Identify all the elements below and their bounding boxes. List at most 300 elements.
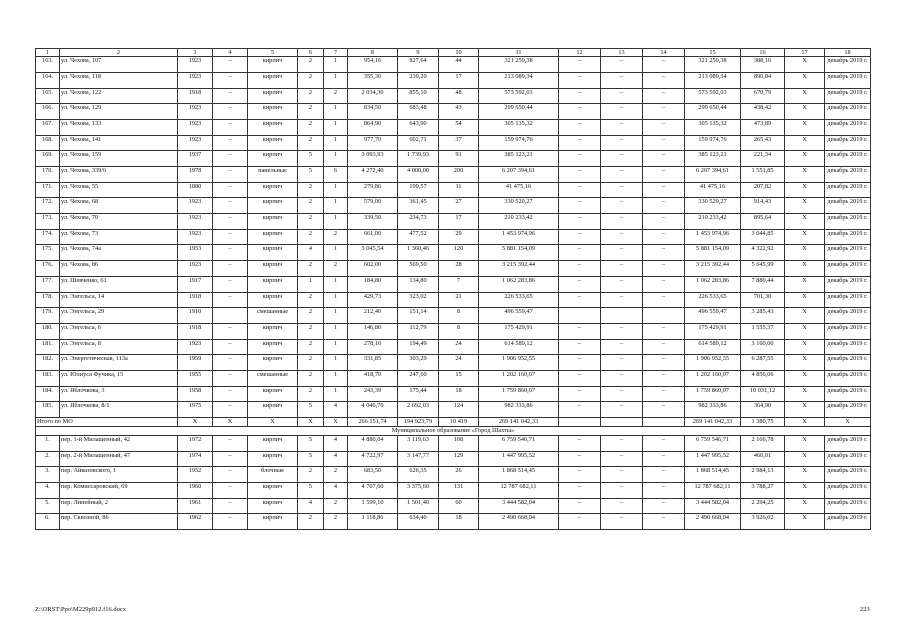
table-cell: 29 (439, 229, 479, 245)
table-cell: – (601, 436, 643, 452)
table-cell: Х (785, 104, 825, 120)
table-cell: 361,45 (398, 198, 439, 214)
table-cell: 3 147,77 (398, 451, 439, 467)
table-cell: – (601, 214, 643, 230)
table-cell: пер. Комиссаровский, 69 (60, 483, 178, 499)
table-cell: 265,43 (741, 135, 785, 151)
table-cell: 2 (298, 370, 324, 386)
table-cell: панельные (248, 167, 298, 183)
table-cell: – (601, 451, 643, 467)
table-cell: 1 (324, 276, 348, 292)
table-cell: – (643, 151, 685, 167)
table-cell: ул. Чехова, 86 (60, 261, 178, 277)
table-cell: 48 (439, 88, 479, 104)
table-cell: 2 692,03 (398, 402, 439, 418)
table-cell: – (559, 198, 601, 214)
table-cell: декабрь 2019 г. (825, 498, 871, 514)
table-cell: 982 333,86 (479, 402, 559, 418)
table-cell: ул. Чехова, 68 (60, 198, 178, 214)
table-cell: – (213, 323, 248, 339)
table-cell: – (643, 119, 685, 135)
table-cell: декабрь 2019 г. (825, 402, 871, 418)
table-cell: декабрь 2019 г. (825, 308, 871, 324)
table-cell: 643,90 (398, 119, 439, 135)
table-cell: – (559, 276, 601, 292)
table-cell: Х (785, 370, 825, 386)
table-cell: декабрь 2019 г. (825, 467, 871, 483)
table-cell: 1 (324, 182, 348, 198)
table-cell: кирпич (248, 402, 298, 418)
table-cell: 174. (36, 229, 60, 245)
table-cell: – (559, 151, 601, 167)
table-cell: 323,02 (398, 292, 439, 308)
table-cell: – (559, 355, 601, 371)
table-cell: 1 (324, 198, 348, 214)
table-cell: ул. Энергетическая, 113а (60, 355, 178, 371)
table-cell: 2 034,30 (348, 88, 398, 104)
table-cell: – (601, 182, 643, 198)
table-row (36, 182, 871, 198)
table-cell: – (601, 498, 643, 514)
table-cell: – (559, 386, 601, 402)
table-cell: кирпич (248, 276, 298, 292)
table-row (36, 292, 871, 308)
table-cell: 1 (298, 276, 324, 292)
table-cell: – (643, 167, 685, 183)
table-row (36, 370, 871, 386)
table-cell: кирпич (248, 261, 298, 277)
table-cell: 1 062 283,86 (685, 276, 741, 292)
table-cell: Х (785, 88, 825, 104)
table-cell: пер. Айвазовского, 1 (60, 467, 178, 483)
table-cell: 8 (439, 323, 479, 339)
table-row (36, 151, 871, 167)
table-cell: 6 207 394,61 (479, 167, 559, 183)
table-cell: 278,10 (348, 339, 398, 355)
table-cell: 1 (324, 72, 348, 88)
table-cell: – (601, 245, 643, 261)
table-cell: 1 906 952,55 (685, 355, 741, 371)
table-cell: 4 880,04 (348, 436, 398, 452)
table-cell: 175 429,91 (479, 323, 559, 339)
table-cell: – (559, 436, 601, 452)
table-cell: – (559, 323, 601, 339)
table-cell: декабрь 2019 г. (825, 261, 871, 277)
column-number-cell: 5 (248, 49, 298, 57)
table-cell: 44 (439, 57, 479, 73)
column-number-cell: 3 (178, 49, 213, 57)
table-cell: 1918 (178, 323, 213, 339)
table-cell: 3 093,93 (348, 151, 398, 167)
table-cell: 2 (298, 339, 324, 355)
table-cell: – (643, 198, 685, 214)
table-cell: – (643, 57, 685, 73)
table-cell: 6 759 546,71 (479, 436, 559, 452)
table-cell: 5 (298, 483, 324, 499)
table-cell: – (213, 402, 248, 418)
column-number-cell: 11 (479, 49, 559, 57)
table-cell: 151,14 (398, 308, 439, 324)
table-cell: пер. Сквозной, 86 (60, 514, 178, 530)
table-cell: 1923 (178, 339, 213, 355)
table-cell (559, 308, 601, 324)
page-number: 223 (860, 606, 870, 613)
table-cell: 17 (439, 214, 479, 230)
table-cell: 890,84 (741, 72, 785, 88)
table-cell: 124 (439, 402, 479, 418)
table-cell: 614 589,12 (685, 339, 741, 355)
table-cell: 460,01 (741, 451, 785, 467)
table-cell: – (643, 483, 685, 499)
table-cell: 330 520,27 (685, 198, 741, 214)
table-cell: – (213, 198, 248, 214)
table-cell: – (643, 467, 685, 483)
total-cell: 1 380,75 (741, 418, 785, 427)
table-cell: 210 233,42 (479, 214, 559, 230)
table-cell: 170. (36, 167, 60, 183)
table-row (36, 57, 871, 73)
table-cell: 247,60 (398, 370, 439, 386)
table-cell: 207,82 (741, 182, 785, 198)
table-cell: 5. (36, 498, 60, 514)
table-cell: Х (785, 167, 825, 183)
table-cell: 41 475,16 (479, 182, 559, 198)
table-cell: 167. (36, 119, 60, 135)
table-cell: кирпич (248, 498, 298, 514)
table-cell: декабрь 2019 г. (825, 104, 871, 120)
table-cell: 1923 (178, 57, 213, 73)
table-cell: кирпич (248, 339, 298, 355)
table-cell: 385 123,21 (479, 151, 559, 167)
column-number-cell: 12 (559, 49, 601, 57)
table-cell: – (643, 370, 685, 386)
table-cell: 1 (324, 245, 348, 261)
table-cell: ул. Чехова, 133 (60, 119, 178, 135)
table-cell: 3 788,27 (741, 483, 785, 499)
table-cell: – (559, 119, 601, 135)
table-cell: 3 160,00 (741, 339, 785, 355)
table-cell: 1 360,46 (398, 245, 439, 261)
table-cell: 1918 (178, 292, 213, 308)
table-cell: Х (785, 483, 825, 499)
table-cell: 5 881 154,09 (479, 245, 559, 261)
table-cell: 17 (439, 72, 479, 88)
table-body (36, 49, 871, 530)
table-cell: – (601, 467, 643, 483)
table-cell: – (643, 214, 685, 230)
table-row (36, 167, 871, 183)
table-cell: декабрь 2019 г. (825, 292, 871, 308)
table-cell: кирпич (248, 214, 298, 230)
table-cell: 1 118,86 (348, 514, 398, 530)
table-cell: 1960 (178, 483, 213, 499)
table-row (36, 451, 871, 467)
table-cell: – (643, 229, 685, 245)
table-row (36, 198, 871, 214)
column-number-cell: 6 (298, 49, 324, 57)
table-cell: 5 881 154,09 (685, 245, 741, 261)
table-cell: 2 (298, 57, 324, 73)
column-number-cell: 1 (36, 49, 60, 57)
table-row (36, 323, 871, 339)
table-cell: 2. (36, 451, 60, 467)
table-cell: – (559, 261, 601, 277)
column-number-row (36, 49, 871, 57)
table-cell: 2 (324, 514, 348, 530)
table-cell: – (213, 436, 248, 452)
table-cell: 2 (324, 498, 348, 514)
table-cell: 4 046,70 (348, 402, 398, 418)
table-cell: декабрь 2019 г. (825, 436, 871, 452)
table-cell: 4 707,60 (348, 483, 398, 499)
table-cell: Х (785, 386, 825, 402)
table-cell: Х (785, 151, 825, 167)
table-cell: 1 555,37 (741, 323, 785, 339)
table-cell: – (213, 229, 248, 245)
document-table-container (35, 48, 870, 530)
table-cell: декабрь 2019 г. (825, 57, 871, 73)
table-cell: 1 868 514,45 (685, 467, 741, 483)
table-cell: 108 (439, 436, 479, 452)
column-number-cell: 2 (60, 49, 178, 57)
table-cell: – (213, 276, 248, 292)
table-cell (213, 308, 248, 324)
table-cell: – (213, 514, 248, 530)
table-row (36, 467, 871, 483)
table-cell: 6 759 546,71 (685, 436, 741, 452)
table-cell: 1 501,40 (398, 498, 439, 514)
table-cell: – (643, 514, 685, 530)
table-cell: 3 045,54 (348, 245, 398, 261)
table-cell: 4 722,97 (348, 451, 398, 467)
table-cell: 200 (439, 167, 479, 183)
table-cell: 4 (324, 402, 348, 418)
table-cell: кирпич (248, 182, 298, 198)
table-cell: – (643, 436, 685, 452)
table-cell: кирпич (248, 88, 298, 104)
table-cell: 169. (36, 151, 60, 167)
table-cell: – (601, 104, 643, 120)
table-row (36, 229, 871, 245)
table-cell: декабрь 2019 г. (825, 88, 871, 104)
column-number-cell: 7 (324, 49, 348, 57)
table-cell: 2 (298, 198, 324, 214)
table-row (36, 402, 871, 418)
table-cell: 1923 (178, 198, 213, 214)
table-cell (601, 308, 643, 324)
table-cell: декабрь 2019 г. (825, 167, 871, 183)
table-cell: – (601, 198, 643, 214)
table-cell: 977,70 (348, 135, 398, 151)
table-cell: 1972 (178, 436, 213, 452)
table-cell: 8 (439, 308, 479, 324)
table-cell: 1 202 160,07 (479, 370, 559, 386)
table-cell: 895,64 (741, 214, 785, 230)
footer-file-path: Z:\ORST\Ppo\M229p912.f16.docx (35, 606, 127, 613)
table-cell: – (559, 229, 601, 245)
table-cell: – (643, 402, 685, 418)
table-row (36, 276, 871, 292)
table-cell: – (601, 514, 643, 530)
table-cell: 1923 (178, 119, 213, 135)
table-cell: 1 551,85 (741, 167, 785, 183)
total-cell: Х (825, 418, 871, 427)
column-number-cell: 16 (741, 49, 785, 57)
table-cell: 569,50 (398, 261, 439, 277)
table-cell: – (213, 182, 248, 198)
total-cell: 269 141 042,33 (479, 418, 559, 427)
table-cell: – (559, 72, 601, 88)
table-cell: 1 759 860,07 (685, 386, 741, 402)
table-row (36, 88, 871, 104)
table-cell: 1923 (178, 229, 213, 245)
table-cell: 2 (298, 355, 324, 371)
table-cell: 1 (324, 355, 348, 371)
table-row (36, 483, 871, 499)
table-cell: 1 (324, 292, 348, 308)
table-cell: – (643, 276, 685, 292)
table-cell: 194,49 (398, 339, 439, 355)
table-cell: ул. Чехова, 55 (60, 182, 178, 198)
table-cell: – (601, 339, 643, 355)
table-cell: декабрь 2019 г. (825, 135, 871, 151)
table-cell: 4 856,06 (741, 370, 785, 386)
table-cell: ул. Энгельса, 14 (60, 292, 178, 308)
table-cell: 1923 (178, 261, 213, 277)
table-cell: – (559, 167, 601, 183)
total-cell (601, 418, 643, 427)
table-cell: 438,42 (741, 104, 785, 120)
table-cell: 279,86 (348, 182, 398, 198)
table-cell: 331,85 (348, 355, 398, 371)
table-cell: 2 490 668,04 (685, 514, 741, 530)
table-cell: – (559, 483, 601, 499)
total-cell: Х (248, 418, 298, 427)
table-cell: 2 (298, 261, 324, 277)
table-cell: 602,71 (398, 135, 439, 151)
table-cell: 1 (324, 104, 348, 120)
table-cell: 305 135,32 (685, 119, 741, 135)
table-cell: – (601, 167, 643, 183)
table-cell: 176. (36, 261, 60, 277)
table-cell: 28 (439, 261, 479, 277)
table-cell: 180. (36, 323, 60, 339)
table-cell: – (559, 514, 601, 530)
table-cell: – (559, 467, 601, 483)
table-cell: – (213, 370, 248, 386)
table-cell: – (213, 104, 248, 120)
table-cell: кирпич (248, 451, 298, 467)
table-cell: 1880 (178, 182, 213, 198)
table-row (36, 308, 871, 324)
table-cell: 163. (36, 57, 60, 73)
table-cell: декабрь 2019 г. (825, 229, 871, 245)
table-cell: 1 (324, 214, 348, 230)
table-cell: 12 787 682,11 (479, 483, 559, 499)
table-cell: пер. 1-й Милашенный, 42 (60, 436, 178, 452)
total-cell: Х (324, 418, 348, 427)
table-row (36, 72, 871, 88)
table-cell: ул. Чехова, 73 (60, 229, 178, 245)
total-cell (643, 418, 685, 427)
table-cell: 181. (36, 339, 60, 355)
table-cell: 1937 (178, 151, 213, 167)
table-cell: 175 429,91 (685, 323, 741, 339)
table-cell: Х (785, 119, 825, 135)
table-cell: 982 333,86 (685, 402, 741, 418)
table-cell: – (559, 135, 601, 151)
table-cell: декабрь 2019 г. (825, 355, 871, 371)
table-row (36, 245, 871, 261)
table-cell: – (213, 467, 248, 483)
table-cell: 4 (324, 436, 348, 452)
table-cell: кирпич (248, 245, 298, 261)
table-cell: декабрь 2019 г. (825, 151, 871, 167)
table-cell: 221,34 (741, 151, 785, 167)
total-cell (559, 418, 601, 427)
table-cell: – (601, 151, 643, 167)
table-cell: 91 (439, 151, 479, 167)
table-cell: 43 (439, 104, 479, 120)
table-cell: ул. Энгельса, 8 (60, 339, 178, 355)
table-cell: пер. Линейный, 2 (60, 498, 178, 514)
table-cell: 21 (439, 292, 479, 308)
table-cell: 24 (439, 355, 479, 371)
table-cell: 661,00 (348, 229, 398, 245)
table-cell: 1978 (178, 167, 213, 183)
table-cell: 2 (324, 229, 348, 245)
table-cell: 1. (36, 436, 60, 452)
table-row (36, 339, 871, 355)
table-cell: 1910 (178, 308, 213, 324)
table-cell: 18 (439, 514, 479, 530)
table-cell: Х (785, 308, 825, 324)
table-cell: кирпич (248, 292, 298, 308)
table-cell: – (643, 135, 685, 151)
table-cell: 683,48 (398, 104, 439, 120)
table-cell: 1 (324, 370, 348, 386)
table-cell: – (601, 355, 643, 371)
table-cell: 2 (324, 467, 348, 483)
table-cell: 330 520,27 (479, 198, 559, 214)
table-cell: 385 123,21 (685, 151, 741, 167)
table-cell: 1975 (178, 402, 213, 418)
table-cell: 131 (439, 483, 479, 499)
table-cell: 364,90 (741, 402, 785, 418)
table-cell: кирпич (248, 229, 298, 245)
table-cell: – (601, 402, 643, 418)
table-cell: 473,89 (741, 119, 785, 135)
table-cell: 683,50 (348, 467, 398, 483)
table-cell: 212,40 (348, 308, 398, 324)
table-cell: Х (785, 182, 825, 198)
table-cell: – (559, 498, 601, 514)
table-cell: – (213, 483, 248, 499)
table-cell: Х (785, 451, 825, 467)
table-cell: 305 135,32 (479, 119, 559, 135)
table-cell: 855,10 (398, 88, 439, 104)
table-cell: Х (785, 402, 825, 418)
table-cell: 146,80 (348, 323, 398, 339)
table-cell: декабрь 2019 г. (825, 386, 871, 402)
table-cell: декабрь 2019 г. (825, 339, 871, 355)
table-cell: 159 974,76 (685, 135, 741, 151)
table-cell: 3 444 582,04 (685, 498, 741, 514)
table-cell: 4 (324, 483, 348, 499)
table-cell: – (643, 292, 685, 308)
total-cell: 194 923,79 (398, 418, 439, 427)
table-cell: 185. (36, 402, 60, 418)
